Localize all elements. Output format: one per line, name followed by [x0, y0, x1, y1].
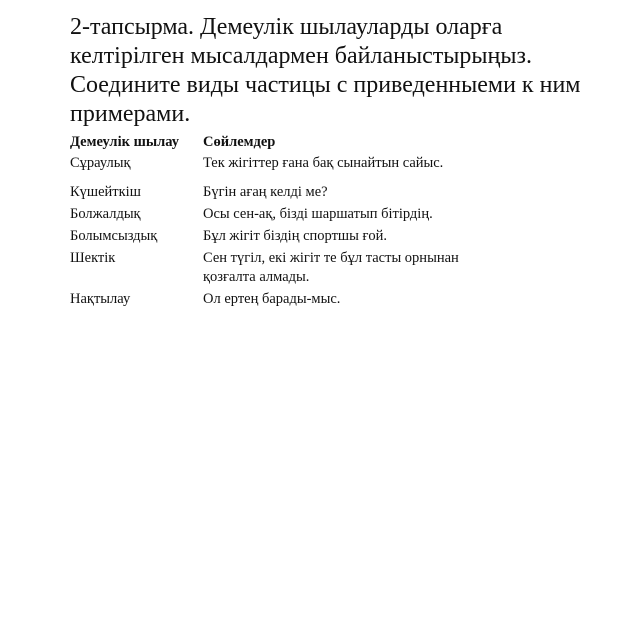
task-title [70, 13, 630, 129]
table-row [70, 227, 630, 249]
sentence-cell [203, 183, 630, 205]
sentence-line: қозғалта алмады. [203, 269, 310, 285]
header-sentences: Сөйлемдер [203, 134, 276, 150]
sentence-line: Тек жігіттер ғана бақ сынайтын сайыс. [203, 155, 444, 171]
sentence-line: Осы сен-ақ, бізді шаршатып бітірдің. [203, 206, 433, 222]
sentence-line: Ол ертең барады-мыс. [203, 291, 341, 307]
sentence-cell [203, 227, 630, 249]
table-row [70, 290, 630, 309]
particle-type-cell: Болжалдық [70, 206, 141, 222]
particle-type-cell: Шектік [70, 250, 116, 266]
task-title-line: келтірілген мысалдармен байланыстырыңыз. [70, 43, 532, 69]
sentence-cell [203, 290, 630, 309]
sentence-line: Сен түгіл, екі жігіт те бұл тасты орнынан [203, 250, 459, 266]
particle-type-cell: Сұраулық [70, 155, 131, 171]
particle-type-cell: Нақтылау [70, 291, 131, 307]
task-title-line: примерами. [70, 101, 191, 127]
task-title-line: Соедините виды частицы с приведенныеми к ним [70, 72, 581, 98]
table-row [70, 183, 630, 205]
sentence-cell [203, 205, 630, 227]
table-row [70, 249, 630, 290]
header-particle-type: Демеулік шылау [70, 134, 180, 150]
particle-type-cell: Күшейткіш [70, 184, 141, 200]
table-header-row [70, 133, 630, 154]
task-title-line: 2-тапсырма. Демеулік шылауларды оларға [70, 14, 503, 40]
sentence-cell [203, 249, 630, 290]
sentence-line: Бүгін ағаң келді ме? [203, 184, 328, 200]
sentence-cell [203, 154, 630, 183]
sentence-line: Бұл жігіт біздің спортшы ғой. [203, 228, 388, 244]
particles-table [70, 133, 630, 309]
table-row [70, 154, 630, 183]
particle-type-cell: Болымсыздық [70, 228, 158, 244]
table-row [70, 205, 630, 227]
